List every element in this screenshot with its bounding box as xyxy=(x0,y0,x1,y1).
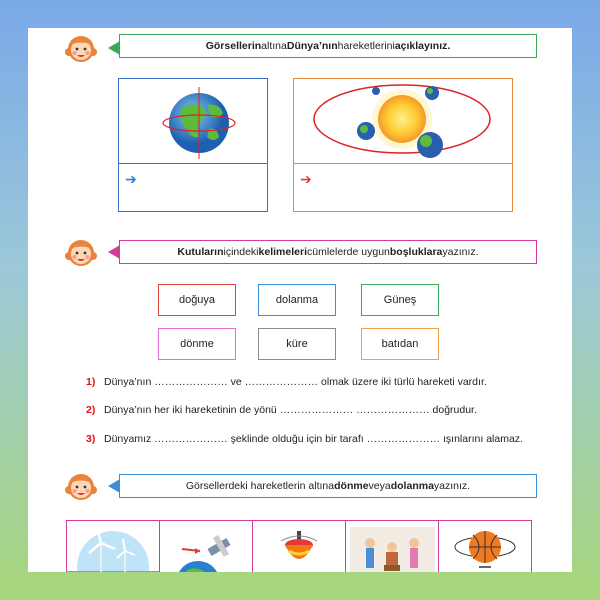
fill-in-sentence xyxy=(86,376,487,388)
fill-in-sentence xyxy=(86,404,477,416)
arrow-icon: ➔ xyxy=(300,171,312,187)
instruction-text: içindeki xyxy=(223,246,259,258)
sentence-number: 2) xyxy=(86,404,96,416)
arrow-icon: ➔ xyxy=(125,171,137,187)
sentence-number: 1) xyxy=(86,376,96,388)
instruction-text: açıklayınız. xyxy=(394,40,451,52)
spinning-basketball-image xyxy=(438,520,532,572)
girl-face-icon xyxy=(64,236,98,268)
instruction-text: Görsellerin xyxy=(205,40,262,52)
word-box-Güneş: Güneş xyxy=(361,284,439,316)
word-box-küre: küre xyxy=(258,328,336,360)
sentence-text: Dünya’nın ………………… ve ………………… olmak üzere iki türlü hareketi vardır. xyxy=(104,376,487,388)
girl-face-icon xyxy=(64,32,98,64)
instruction-text: Dünya’nın xyxy=(286,40,338,52)
fill-in-sentence xyxy=(86,433,523,445)
instruction-text: dolanma xyxy=(390,480,434,492)
word-box-dolanma: dolanma xyxy=(258,284,336,316)
wind-turbines-image xyxy=(66,520,159,572)
earth-rotation-box xyxy=(118,78,268,212)
sentence-text: Dünya’nın her iki hareketinin de yönü ………………… ………………… doğrudur. xyxy=(104,404,477,416)
instruction-banner-2 xyxy=(119,240,537,264)
instruction-text: boşluklara xyxy=(389,246,443,258)
spinning-top-image xyxy=(252,520,345,572)
instruction-text: dönme xyxy=(334,480,369,492)
instruction-text: veya xyxy=(368,480,391,492)
instruction-text: kelimeleri xyxy=(258,246,307,258)
motion-image-strip xyxy=(66,520,532,572)
instruction-banner-1 xyxy=(119,34,537,58)
earth-revolution-image xyxy=(294,79,512,164)
children-circle-image xyxy=(345,520,438,572)
instruction-text: yazınız. xyxy=(433,480,471,492)
worksheet xyxy=(28,28,572,572)
word-box-doğuya: doğuya xyxy=(158,284,236,316)
earth-revolution-box xyxy=(293,78,513,212)
instruction-text: Kutuların xyxy=(177,246,224,258)
word-box-dönme: dönme xyxy=(158,328,236,360)
instruction-text: hareketlerini xyxy=(337,40,395,52)
earth-rotation-image xyxy=(119,79,267,164)
sentence-number: 3) xyxy=(86,433,96,445)
instruction-text: Görsellerdeki hareketlerin altına xyxy=(185,480,335,492)
instruction-text: altına xyxy=(261,40,287,52)
girl-face-icon xyxy=(64,470,98,502)
sentence-text: Dünyamız ………………… şeklinde olduğu için bir tarafı ………………… ışınlarını alamaz. xyxy=(104,433,523,445)
instruction-text: cümlelerde uygun xyxy=(306,246,390,258)
satellite-earth-image xyxy=(159,520,252,572)
instruction-banner-3 xyxy=(119,474,537,498)
word-box-batıdan: batıdan xyxy=(361,328,439,360)
instruction-text: yazınız. xyxy=(442,246,479,258)
